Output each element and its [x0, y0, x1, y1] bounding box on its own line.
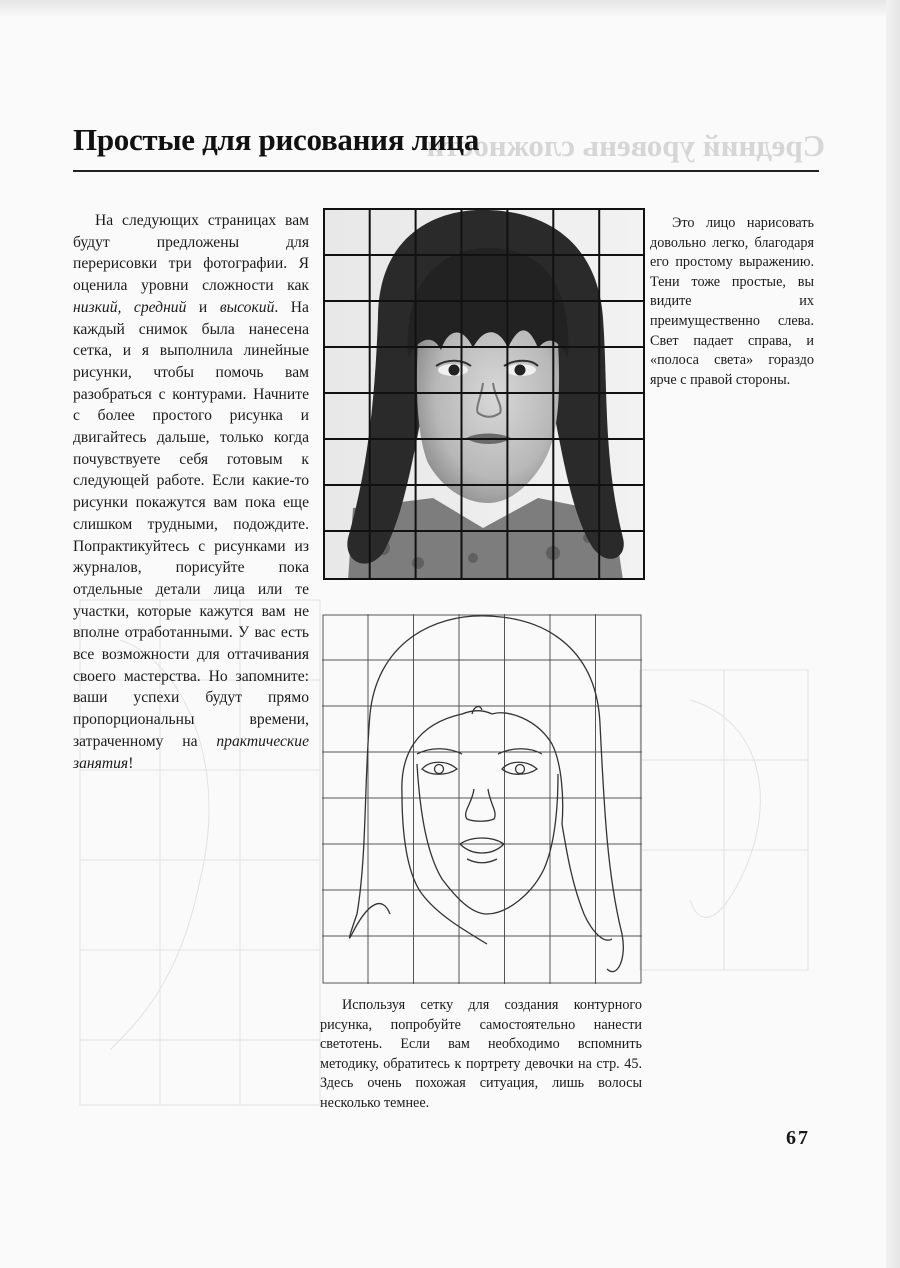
page-number: 67	[786, 1127, 810, 1149]
heading-rule	[73, 170, 819, 172]
body-text-middle: . На каждый снимок была нанесена сетка, и я выполнила линейные рисунки, чтобы помочь вам разобраться с контурами. Начните с более простого рисунка и двигайтесь дальше, только когда почувствуете себя готовым к следующей работе. Если какие-то рисунки покажутся вам пока еще слишком трудными, подождите. Попрактикуйтесь с рисунками из журналов, порисуйте пока отдельные детали лица или те участки, которые кажутся вам не вполне отработанными. У вас есть все возможности для оттачивания своего мастерства. Но запомните: ваши успехи будут прямо пропорциональны времени, затраченному на	[73, 298, 309, 750]
portrait-line-drawing	[350, 616, 624, 972]
body-text-end: !	[128, 754, 134, 772]
drawing-figure	[322, 614, 642, 984]
drawing-caption: Используя сетку для создания контурного рисунка, попробуйте самостоятельно нанести светотень. Если вам необходимо вспомнить методику, обратитесь к портрету девочки на стр. 45. Здесь очень похожая ситуация, лишь волосы несколько темнее.	[320, 997, 642, 1111]
body-text-intro: На следующих страницах вам будут предложены для перерисовки три фотографии. Я оценила уровни сложности как	[73, 212, 309, 295]
photo-figure	[323, 208, 645, 580]
drawing-grid	[322, 614, 642, 984]
body-paragraph	[73, 210, 309, 774]
side-note: Это лицо нарисовать довольно легко, благодаря его простому выражению. Тени тоже простые, вы видите их преимущественно слева. Свет падает справа, и «полоса света» гораздо ярче с правой стороны.	[650, 215, 814, 388]
page-heading: Простые для рисования лица	[73, 122, 480, 157]
levels-italic: низкий, средний	[73, 298, 187, 316]
levels-connector: и	[186, 298, 220, 316]
practice-italic: практические занятия	[73, 732, 309, 772]
level-high-italic: высокий	[219, 298, 275, 316]
bleed-through-heading: Средний уровень сложности	[426, 128, 825, 163]
